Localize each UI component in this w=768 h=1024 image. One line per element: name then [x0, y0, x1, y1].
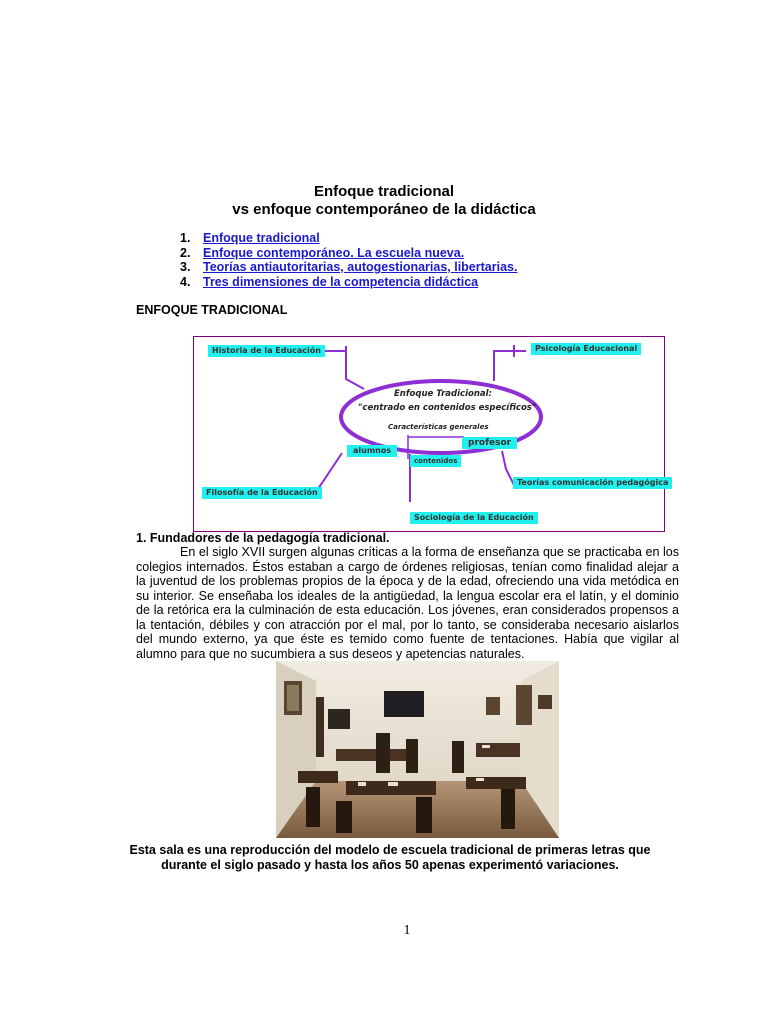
classroom-illustration	[276, 661, 559, 838]
box-filosofia: Filosofía de la Educación	[202, 487, 322, 499]
toc-number: 1.	[180, 231, 191, 245]
concept-diagram	[193, 336, 669, 532]
toc-link-teorias[interactable]: Teorías antiautoritarias, autogestionarias, libertarias.	[203, 260, 518, 274]
paragraph-text: En el siglo XVII surgen algunas críticas a la forma de enseñanza que se practicaba en los colegios internados. Éstos estaban a cargo de órdenes religiosas, tenían como finalidad alejar a la juventud de los problemas propios de la época y de la edad, ofreciendo una vida metódica en su interior. Se enseñaba los ideales de la antigüedad, la lengua escolar era el latín, y el dominio de la retórica era la culminación de esta educación. Los jóvenes, eran considerados propensos a la tentación, débiles y con atracción por el mal, por lo tanto, se consideraba necesario aislarlos del mundo externo, ya que éste es temido como fuente de tentaciones. Había que vigilar al alumno para que no sucumbiera a sus deseos y apetencias naturales.	[136, 545, 679, 661]
body-paragraph	[136, 545, 679, 661]
document-title	[0, 183, 768, 219]
title-line-1: Enfoque tradicional	[313, 183, 454, 200]
title-line-2: vs enfoque contemporáneo de la didáctica	[232, 201, 536, 218]
oval-title-1: Enfoque Tradicional:	[394, 389, 492, 399]
caption-line-1: Esta sala es una reproducción del modelo de escuela tradicional de primeras letras que	[129, 843, 651, 857]
page-number: 1	[403, 923, 411, 938]
toc-number: 3.	[180, 260, 191, 274]
toc-item	[180, 246, 517, 261]
connector-psicologia	[494, 351, 526, 381]
box-teorias: Teorías comunicación pedagógica	[513, 477, 672, 489]
connector-historia	[322, 351, 364, 389]
caption-line-2: durante el siglo pasado y hasta los años 50 apenas experimentó variaciones.	[161, 857, 619, 872]
oval-title-2: "centrado en contenidos específicos"	[358, 403, 537, 413]
toc-item	[180, 260, 517, 275]
box-historia: Historia de la Educación	[208, 345, 325, 357]
toc-link-enfoque-tradicional[interactable]: Enfoque tradicional	[203, 231, 320, 245]
table-of-contents	[180, 231, 517, 289]
toc-item	[180, 275, 517, 290]
toc-link-tres-dimensiones[interactable]: Tres dimensiones de la competencia didáctica	[203, 274, 479, 289]
box-sociologia: Sociología de la Educación	[410, 512, 538, 524]
box-contenidos: contenidos	[410, 455, 461, 467]
toc-number: 2.	[180, 245, 191, 260]
classroom-photo	[276, 661, 559, 838]
photo-caption	[120, 843, 660, 872]
toc-item	[180, 231, 517, 246]
subsection-heading: 1. Fundadores de la pedagogía tradicional.	[136, 531, 390, 545]
box-psicologia: Psicología Educacional	[531, 343, 641, 355]
box-alumnos: alumnos	[347, 445, 397, 457]
toc-link-enfoque-contemporaneo[interactable]: Enfoque contemporáneo. La escuela nueva.	[203, 245, 465, 260]
box-profesor: profesor	[462, 437, 517, 449]
toc-number: 4.	[180, 274, 191, 289]
section-heading: ENFOQUE TRADICIONAL	[136, 303, 288, 317]
diagram-lines	[194, 337, 666, 533]
oval-title-3: Características generales	[388, 423, 489, 431]
